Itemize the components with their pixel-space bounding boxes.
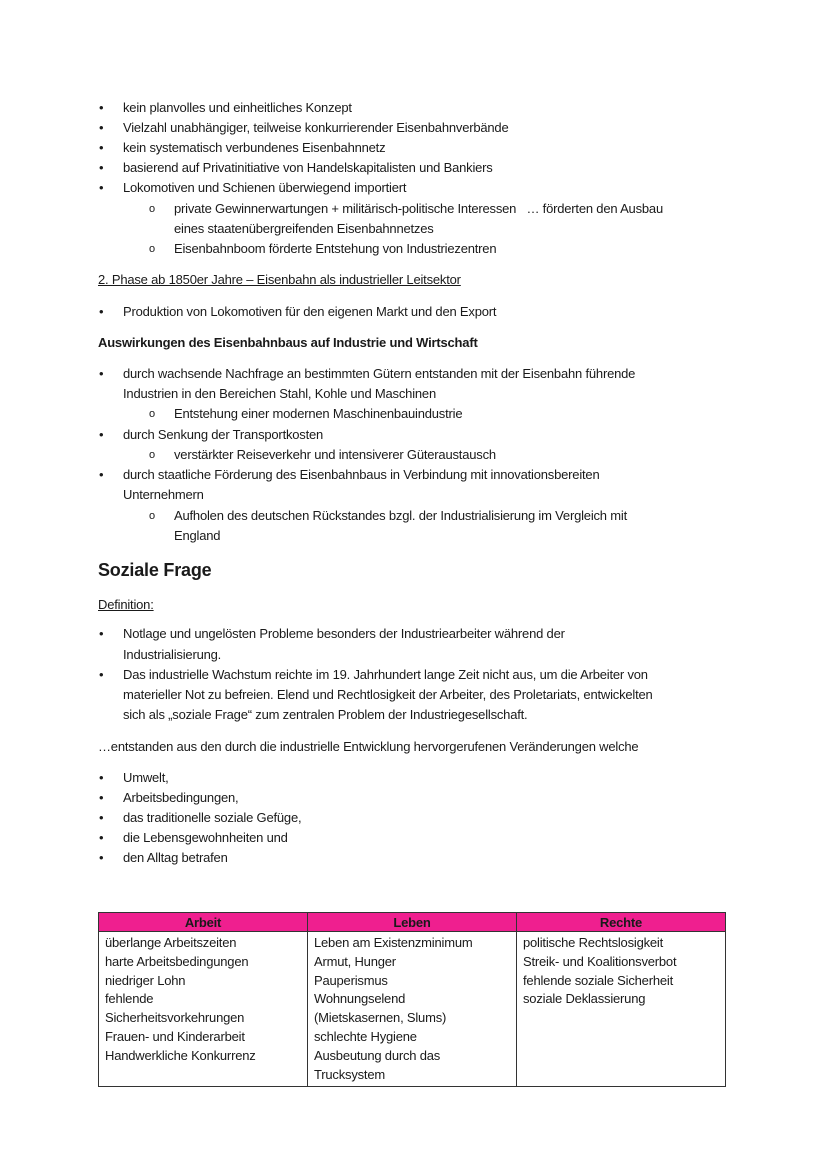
sub-bullet-icon: o — [149, 449, 155, 461]
cell-line: Sicherheitsvorkehrungen — [105, 1010, 245, 1026]
list-item: kein planvolles und einheitliches Konzept — [123, 100, 352, 115]
cell-line: Streik- und Koalitionsverbot — [523, 953, 677, 969]
list-item: Umwelt, — [123, 770, 169, 785]
sub-list-item: Entstehung einer modernen Maschinenbauindustrie — [174, 406, 463, 421]
cell-line: fehlende soziale Sicherheit — [523, 972, 673, 988]
cell-line: Armut, Hunger — [314, 953, 396, 969]
list-item: kein systematisch verbundenes Eisenbahnnetz — [123, 140, 386, 155]
list-item: die Lebensgewohnheiten und — [123, 830, 288, 845]
cell-line: fehlende — [105, 991, 154, 1007]
cell-line: Leben am Existenzminimum — [314, 935, 473, 950]
definition-label: Definition: — [98, 597, 154, 612]
sub-list-item-continuation: eines staatenübergreifenden Eisenbahnnetzes — [174, 221, 434, 236]
bullet-icon: • — [99, 100, 104, 115]
list-item: das traditionelle soziale Gefüge, — [123, 810, 302, 825]
cell-arbeit — [99, 932, 308, 1087]
auswirkungen-heading: Auswirkungen des Eisenbahnbaus auf Industrie und Wirtschaft — [98, 335, 478, 350]
cell-line: soziale Deklassierung — [523, 991, 646, 1007]
list-item-continuation: Industrialisierung. — [123, 647, 222, 662]
cell-line: Handwerkliche Konkurrenz — [105, 1047, 256, 1063]
bullet-icon: • — [99, 140, 104, 155]
cell-line: Pauperismus — [314, 972, 388, 988]
phase2-heading: 2. Phase ab 1850er Jahre – Eisenbahn als industrieller Leitsektor — [98, 272, 461, 287]
cell-line: schlechte Hygiene — [314, 1028, 417, 1044]
bullet-icon: • — [99, 120, 104, 135]
list-item: durch wachsende Nachfrage an bestimmten Gütern entstanden mit der Eisenbahn führende — [123, 366, 636, 381]
sub-list-item: Aufholen des deutschen Rückstandes bzgl. der Industrialisierung im Vergleich mit — [174, 508, 627, 523]
column-header-arbeit: Arbeit — [99, 913, 308, 932]
sub-list-item: Eisenbahnboom förderte Entstehung von Industriezentren — [174, 241, 497, 256]
bullet-icon: • — [99, 160, 104, 175]
list-item: Produktion von Lokomotiven für den eigenen Markt und den Export — [123, 304, 497, 319]
bullet-icon: • — [99, 810, 104, 825]
list-item-continuation: Industrien in den Bereichen Stahl, Kohle und Maschinen — [123, 386, 436, 401]
intro-paragraph: …entstanden aus den durch die industrielle Entwicklung hervorgerufenen Veränderungen welche — [98, 739, 639, 754]
bullet-icon: • — [99, 626, 104, 641]
list-item: den Alltag betrafen — [123, 850, 228, 865]
bullet-icon: • — [99, 180, 104, 195]
cell-line: niedriger Lohn — [105, 972, 186, 988]
cell-rechte — [517, 932, 726, 1087]
list-item: Arbeitsbedingungen, — [123, 790, 239, 805]
bullet-icon: • — [99, 366, 104, 381]
list-item: durch staatliche Förderung des Eisenbahnbaus in Verbindung mit innovationsbereiten — [123, 467, 600, 482]
bullet-icon: • — [99, 830, 104, 845]
section-title-soziale-frage: Soziale Frage — [98, 560, 212, 580]
cell-line: Wohnungselend — [314, 991, 406, 1007]
cell-leben — [308, 932, 517, 1087]
sub-bullet-icon: o — [149, 408, 155, 420]
social-question-table — [98, 912, 726, 1087]
list-item-continuation: sich als „soziale Frage“ zum zentralen Problem der Industriegesellschaft. — [123, 707, 528, 722]
table-header-row — [99, 913, 726, 932]
list-item-continuation: Unternehmern — [123, 487, 204, 502]
sub-list-item: verstärkter Reiseverkehr und intensiverer Güteraustausch — [174, 447, 496, 462]
cell-line: Frauen- und Kinderarbeit — [105, 1028, 245, 1044]
sub-bullet-icon: o — [149, 510, 155, 522]
list-item-continuation: materieller Not zu befreien. Elend und Rechtlosigkeit der Arbeiter, des Proletariats, entwickelten — [123, 687, 653, 702]
list-item: Das industrielle Wachstum reichte im 19. Jahrhundert lange Zeit nicht aus, um die Arbeiter von — [123, 667, 648, 682]
list-item: Lokomotiven und Schienen überwiegend importiert — [123, 180, 407, 195]
sub-list-item-continuation: England — [174, 528, 221, 543]
bullet-icon: • — [99, 770, 104, 785]
list-item: Notlage und ungelösten Probleme besonders der Industriearbeiter während der — [123, 626, 565, 641]
cell-line: Ausbeutung durch das — [314, 1047, 441, 1063]
cell-line: politische Rechtslosigkeit — [523, 935, 664, 950]
sub-bullet-icon: o — [149, 243, 155, 255]
list-item: Vielzahl unabhängiger, teilweise konkurrierender Eisenbahnverbände — [123, 120, 509, 135]
bullet-icon: • — [99, 427, 104, 442]
cell-line: (Mietskasernen, Slums) — [314, 1010, 447, 1026]
column-header-leben: Leben — [308, 913, 517, 932]
sub-list-item: private Gewinnerwartungen + militärisch-politische Interessen … förderten den Ausbau — [174, 201, 663, 216]
bullet-icon: • — [99, 304, 104, 319]
column-header-rechte: Rechte — [517, 913, 726, 932]
bullet-icon: • — [99, 850, 104, 865]
bullet-icon: • — [99, 667, 104, 682]
bullet-icon: • — [99, 790, 104, 805]
cell-line: überlange Arbeitszeiten — [105, 935, 237, 950]
list-item: basierend auf Privatinitiative von Handelskapitalisten und Bankiers — [123, 160, 493, 175]
cell-line: harte Arbeitsbedingungen — [105, 953, 249, 969]
bullet-icon: • — [99, 467, 104, 482]
sub-bullet-icon: o — [149, 203, 155, 215]
cell-line: Trucksystem — [314, 1066, 385, 1082]
list-item: durch Senkung der Transportkosten — [123, 427, 324, 442]
table-row — [99, 932, 726, 1087]
